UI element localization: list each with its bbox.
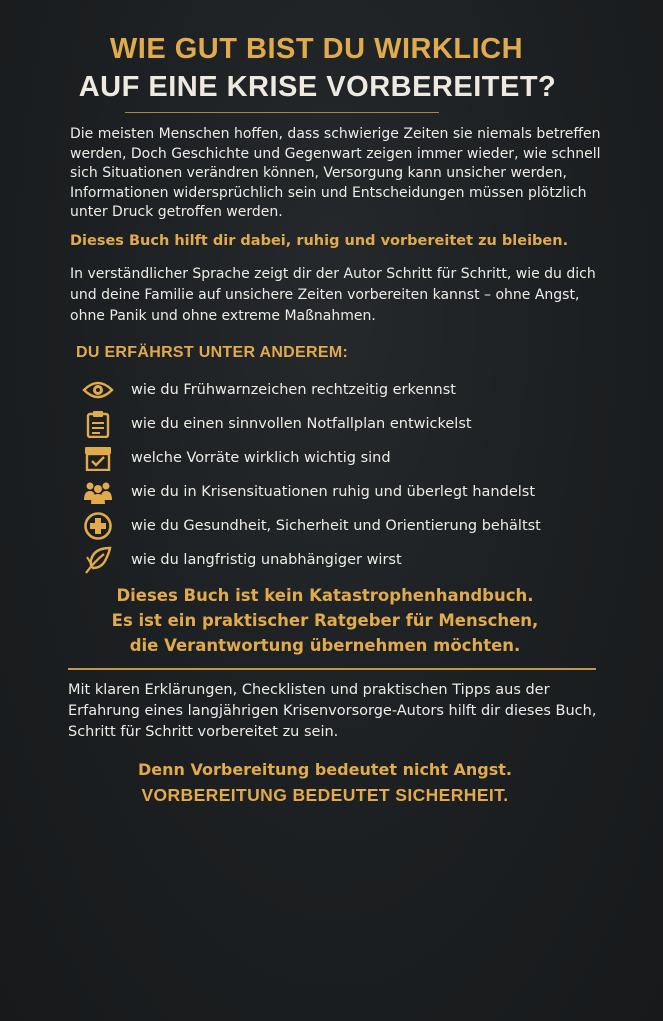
list-item-text: welche Vorräte wirklich wichtig sind — [131, 450, 391, 466]
list-item-text: wie du einen sinnvollen Notfallplan entwickelst — [131, 416, 472, 432]
medical-cross-icon — [80, 512, 116, 540]
clipboard-icon — [80, 410, 116, 438]
group-icon — [80, 478, 116, 506]
quote-line-2: Es ist ein praktischer Ratgeber für Menschen, — [111, 611, 539, 630]
list-item-text: wie du in Krisensituationen ruhig und überlegt handelst — [131, 484, 536, 500]
section-divider — [68, 668, 596, 670]
closing-line-2: VORBEREITUNG BEDEUTET SICHERHEIT. — [141, 785, 509, 805]
book-title — [0, 30, 663, 106]
list-item — [80, 373, 600, 407]
pull-quote — [0, 583, 650, 658]
list-item — [80, 475, 600, 509]
list-item-text: wie du Gesundheit, Sicherheit und Orientierung behältst — [131, 518, 541, 534]
title-divider — [125, 112, 439, 113]
title-line-1: WIE GUT BIST DU WIRKLICH — [109, 33, 524, 65]
leaf-icon — [80, 546, 116, 574]
closing-statement — [0, 758, 650, 808]
list-item — [80, 543, 600, 577]
closing-line-1: Denn Vorbereitung bedeutet nicht Angst. — [137, 760, 513, 779]
list-item — [80, 509, 600, 543]
quote-line-3: die Verantwortung übernehmen möchten. — [129, 636, 521, 655]
list-item — [80, 407, 600, 441]
closing-paragraph: Mit klaren Erklärungen, Checklisten und praktischen Tipps aus der Erfahrung eines langjährigen Krisenvorsorge-Autors hilft dir dieses Buch, Schritt für Schritt vorbereitet zu sein. — [68, 682, 597, 740]
supply-box-icon — [80, 444, 116, 472]
benefit-list — [80, 373, 600, 577]
highlight-sentence: Dieses Buch hilft dir dabei, ruhig und vorbereitet zu bleiben. — [70, 233, 569, 249]
list-item-text: wie du langfristig unabhängiger wirst — [131, 552, 402, 568]
eye-icon — [80, 376, 116, 404]
list-heading: DU ERFÄHRST UNTER ANDEREM: — [76, 344, 349, 361]
quote-line-1: Dieses Buch ist kein Katastrophenhandbuch. — [116, 586, 534, 605]
intro-paragraph: Die meisten Menschen hoffen, dass schwierige Zeiten sie niemals betreffen werden, Doch Geschichte und Gegenwart zeigen immer wieder, wie schnell sich Situationen verändren können, Versorgung kann unsicher werden, Informationen widersprüchlich sein und Entscheidungen müssen plötzlich unter Druck getroffen werden. — [70, 126, 601, 220]
title-line-2: AUF EINE KRISE VORBEREITET? — [78, 71, 557, 103]
list-item — [80, 441, 600, 475]
list-item-text: wie du Frühwarnzeichen rechtzeitig erkennst — [131, 382, 456, 398]
description-paragraph: In verständlicher Sprache zeigt dir der Autor Schritt für Schritt, wie du dich und deine Familie auf unsichere Zeiten vorbereiten kannst – ohne Angst, ohne Panik und ohne extreme Maßnahmen. — [70, 266, 596, 324]
